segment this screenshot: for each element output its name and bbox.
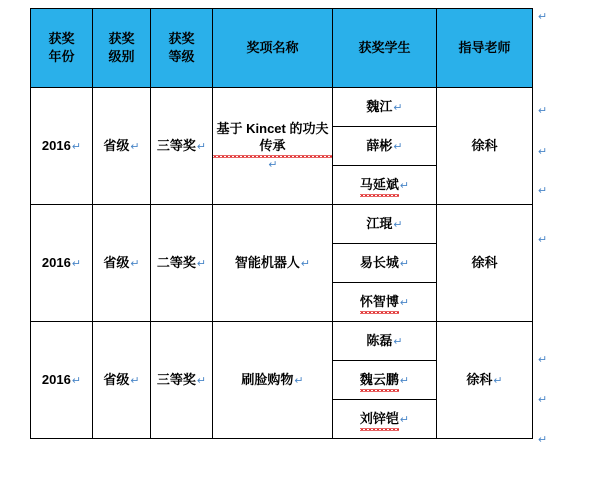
paragraph-mark-icon: ↵: [399, 180, 410, 193]
table-body: [31, 88, 533, 439]
cell-project-name-value: 刷脸购物: [241, 372, 294, 388]
paragraph-mark-icon: ↵: [393, 219, 403, 232]
table-row: [31, 88, 533, 127]
column-header-project-name: [213, 9, 333, 88]
table-row: [31, 322, 533, 361]
column-header-award-year: [31, 9, 93, 88]
cell-teacher-value: 徐科: [471, 138, 498, 154]
paragraph-mark-icon: ↵: [538, 105, 548, 117]
column-header-award-grade-line1: 获奖: [168, 31, 195, 47]
paragraph-mark-icon: ↵: [538, 185, 548, 197]
cell-student: [333, 361, 437, 400]
cell-project-name-value: 智能机器人: [234, 255, 300, 271]
paragraph-mark-icon: ↵: [399, 414, 410, 427]
paragraph-mark-icon: ↵: [196, 258, 207, 271]
paragraph-mark-icon: ↵: [294, 375, 304, 388]
cell-student: [333, 283, 437, 322]
cell-award-grade: [151, 205, 213, 322]
cell-teacher: [437, 205, 533, 322]
cell-student-value: 魏江: [366, 99, 393, 115]
paragraph-mark-icon: ↵: [130, 375, 140, 388]
column-header-award-level: [93, 9, 151, 88]
table-row: [31, 205, 533, 244]
cell-project-name: [213, 322, 333, 439]
paragraph-mark-icon: ↵: [393, 102, 403, 115]
cell-project-name-value: 基于 Kincet 的功夫传承: [213, 120, 332, 155]
cell-student: [333, 127, 437, 166]
cell-teacher-value: 徐科: [471, 255, 498, 271]
cell-student: [333, 400, 437, 439]
paragraph-mark-icon: ↵: [538, 394, 548, 406]
paragraph-mark-icon: ↵: [538, 11, 548, 23]
table-header-row: [31, 9, 533, 88]
column-header-award-year-line2: 年份: [48, 49, 75, 64]
cell-award-level: [93, 205, 151, 322]
column-header-teacher-label: 指导老师: [458, 40, 511, 56]
cell-award-grade: [151, 88, 213, 205]
cell-award-year: [31, 88, 93, 205]
cell-student-value: 江琨: [366, 216, 393, 232]
paragraph-mark-icon: ↵: [196, 141, 207, 154]
cell-award-level: [93, 88, 151, 205]
cell-award-grade-value: 三等奖: [156, 372, 196, 388]
cell-award-level-value: 省级: [103, 138, 130, 154]
column-header-student: [333, 9, 437, 88]
paragraph-mark-icon: ↵: [399, 375, 410, 388]
paragraph-mark-icon: ↵: [196, 375, 207, 388]
cell-student-value: 薛彬: [366, 138, 393, 154]
cell-award-grade: [151, 322, 213, 439]
cell-award-year-value: 2016: [41, 138, 71, 154]
cell-award-year: [31, 322, 93, 439]
cell-award-level-value: 省级: [103, 372, 130, 388]
paragraph-mark-icon: ↵: [393, 336, 403, 349]
paragraph-mark-icon: ↵: [538, 146, 548, 158]
paragraph-mark-icon: ↵: [538, 434, 548, 446]
cell-student: [333, 322, 437, 361]
cell-teacher: [437, 88, 533, 205]
award-table: [30, 8, 533, 439]
cell-student-value: 怀智博: [359, 294, 399, 310]
cell-student-value: 魏云鹏: [359, 372, 399, 388]
cell-award-level: [93, 322, 151, 439]
cell-student-value: 易长城: [359, 255, 399, 271]
column-header-student-label: 获奖学生: [358, 40, 411, 56]
cell-award-year-value: 2016: [41, 372, 71, 388]
paragraph-mark-icon: ↵: [538, 354, 548, 366]
cell-student: [333, 88, 437, 127]
cell-student-value: 刘锌铠: [359, 411, 399, 427]
paragraph-mark-icon: ↵: [399, 258, 410, 271]
paragraph-mark-icon: ↵: [71, 258, 82, 271]
paragraph-mark-icon: ↵: [399, 297, 410, 310]
column-header-teacher: [437, 9, 533, 88]
cell-student: [333, 205, 437, 244]
cell-student: [333, 166, 437, 205]
paragraph-mark-icon: ↵: [300, 258, 311, 271]
column-header-award-level-line2: 级别: [108, 49, 135, 64]
table-header: [31, 9, 533, 88]
cell-project-name: [213, 205, 333, 322]
cell-award-year-value: 2016: [41, 255, 71, 271]
column-header-project-name-label: 奖项名称: [246, 40, 299, 56]
cell-student-value: 陈磊: [366, 333, 393, 349]
paragraph-mark-icon: ↵: [393, 141, 403, 154]
cell-student-value: 马延斌: [359, 177, 399, 193]
paragraph-mark-icon: ↵: [71, 141, 82, 154]
column-header-award-level-line1: 获奖: [108, 31, 135, 47]
column-header-award-grade: [151, 9, 213, 88]
column-header-award-year-line1: 获奖: [48, 31, 75, 47]
cell-teacher: [437, 322, 533, 439]
paragraph-mark-icon: ↵: [130, 141, 140, 154]
paragraph-mark-icon: ↵: [493, 375, 503, 388]
paragraph-mark-icon: ↵: [71, 375, 82, 388]
cell-project-name: [213, 88, 333, 205]
paragraph-mark-icon: ↵: [538, 234, 548, 246]
cell-student: [333, 244, 437, 283]
paragraph-mark-icon: ↵: [268, 158, 278, 171]
cell-award-year: [31, 205, 93, 322]
paragraph-mark-icon: ↵: [130, 258, 140, 271]
cell-award-grade-value: 二等奖: [156, 255, 196, 271]
cell-award-level-value: 省级: [103, 255, 130, 271]
cell-award-grade-value: 三等奖: [156, 138, 196, 154]
column-header-award-grade-line2: 等级: [168, 49, 195, 64]
cell-teacher-value: 徐科: [466, 372, 493, 388]
